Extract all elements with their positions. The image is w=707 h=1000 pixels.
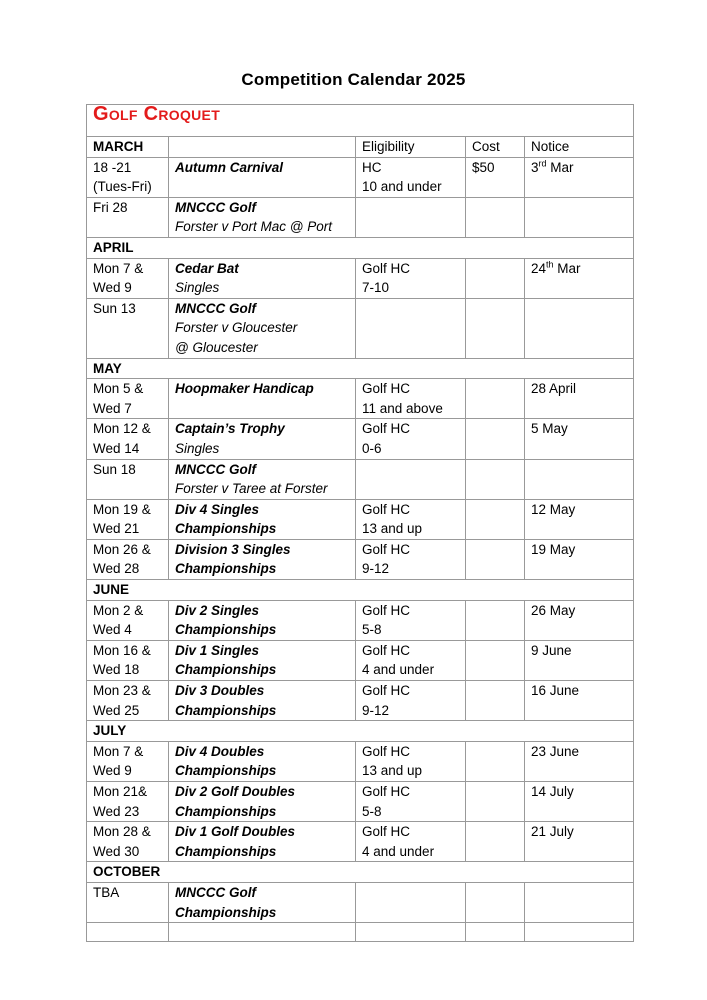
event-eligibility-line: Golf HC — [362, 501, 411, 517]
event-notice: 5 May — [525, 419, 634, 459]
notice-month: Mar — [546, 159, 574, 175]
event-name-line: Championships — [175, 521, 277, 537]
event-header — [169, 137, 356, 158]
event-name — [169, 741, 356, 781]
notice-header: Notice — [525, 137, 634, 158]
event-eligibility-line: 4 and under — [362, 843, 435, 859]
event-eligibility-line: HC — [362, 159, 382, 175]
event-notice: 21 July — [525, 822, 634, 862]
event-eligibility-line: Golf HC — [362, 824, 411, 840]
event-name-line: Division 3 Singles — [175, 541, 291, 557]
event-date-line: Mon 12 & — [93, 421, 151, 437]
event-date-line: Sun 18 — [93, 461, 136, 477]
event-eligibility-line: Golf HC — [362, 743, 411, 759]
event-name-line: Championships — [175, 702, 277, 718]
event-cost — [466, 782, 525, 822]
event-eligibility-line: Golf HC — [362, 421, 411, 437]
event-notice: 12 May — [525, 499, 634, 539]
eligibility-header: Eligibility — [356, 137, 466, 158]
event-cost — [466, 539, 525, 579]
event-name-line: Div 1 Singles — [175, 642, 260, 658]
event-name-line: Singles — [175, 440, 220, 456]
event-date — [87, 539, 169, 579]
event-date-line: Mon 5 & — [93, 381, 144, 397]
event-name — [169, 681, 356, 721]
event-row — [87, 640, 634, 680]
event-notice — [525, 459, 634, 499]
empty-cell — [356, 923, 466, 942]
event-row — [87, 741, 634, 781]
event-eligibility — [356, 539, 466, 579]
notice-month: Mar — [553, 260, 581, 276]
event-eligibility-line: 13 and up — [362, 763, 423, 779]
event-date-line: TBA — [93, 884, 120, 900]
event-date-line: Wed 4 — [93, 622, 132, 638]
event-eligibility-line: Golf HC — [362, 381, 411, 397]
event-name-line: Div 3 Doubles — [175, 683, 265, 699]
event-notice: 26 May — [525, 600, 634, 640]
section-title-cell — [87, 105, 634, 137]
event-date-line: Mon 26 & — [93, 541, 151, 557]
event-notice: 16 June — [525, 681, 634, 721]
event-date — [87, 419, 169, 459]
event-name-line: Div 4 Singles — [175, 501, 260, 517]
event-date — [87, 258, 169, 298]
page-title: Competition Calendar 2025 — [241, 70, 466, 89]
event-notice — [525, 882, 634, 922]
event-name-line: Div 4 Doubles — [175, 743, 265, 759]
event-name-line: Championships — [175, 763, 277, 779]
month-label: OCTOBER — [87, 862, 634, 883]
event-name-line: MNCCC Golf — [175, 461, 256, 477]
month-row — [87, 721, 634, 742]
event-name — [169, 640, 356, 680]
event-name — [169, 379, 356, 419]
event-date-line: Wed 14 — [93, 440, 140, 456]
event-date-line: Wed 9 — [93, 763, 132, 779]
notice-ordinal: rd — [538, 158, 547, 169]
event-eligibility — [356, 741, 466, 781]
event-name — [169, 298, 356, 358]
event-row — [87, 539, 634, 579]
event-row — [87, 419, 634, 459]
empty-cell — [169, 923, 356, 942]
event-date-line: Wed 28 — [93, 561, 140, 577]
event-name-line: Forster v Port Mac @ Port — [175, 219, 332, 235]
event-date — [87, 640, 169, 680]
event-cost — [466, 197, 525, 237]
event-date-line: Wed 30 — [93, 843, 140, 859]
event-name-line: Singles — [175, 280, 220, 296]
event-eligibility — [356, 681, 466, 721]
event-name — [169, 419, 356, 459]
notice-day: 3 — [531, 159, 539, 175]
event-date-line: Mon 21& — [93, 784, 148, 799]
event-cost — [466, 379, 525, 419]
event-eligibility-line: Golf HC — [362, 541, 411, 557]
event-name-line: Div 2 Singles — [175, 602, 260, 618]
event-date-line: Mon 28 & — [93, 824, 151, 840]
event-cost — [466, 640, 525, 680]
event-name-line: Autumn Carnival — [175, 159, 284, 175]
section-title: Golf Croquet — [93, 104, 221, 125]
event-date-line: Wed 9 — [93, 280, 132, 296]
event-name-line: Cedar Bat — [175, 260, 239, 276]
event-notice: 19 May — [525, 539, 634, 579]
event-notice — [525, 258, 634, 298]
event-row — [87, 681, 634, 721]
event-cost — [466, 298, 525, 358]
event-eligibility-line: 13 and up — [362, 521, 423, 537]
event-notice — [525, 197, 634, 237]
month-row — [87, 237, 634, 258]
event-date-line: Wed 21 — [93, 521, 140, 537]
event-date — [87, 782, 169, 822]
event-eligibility-line: 9-12 — [362, 702, 390, 718]
event-name — [169, 782, 356, 822]
section-header-row — [87, 105, 634, 137]
event-eligibility-line: Golf HC — [362, 602, 411, 618]
event-eligibility — [356, 157, 466, 197]
event-eligibility — [356, 600, 466, 640]
event-eligibility-line: Golf HC — [362, 683, 411, 699]
event-name — [169, 157, 356, 197]
event-eligibility-line: Golf HC — [362, 642, 411, 658]
event-eligibility — [356, 419, 466, 459]
blank-row — [87, 923, 634, 942]
event-date — [87, 157, 169, 197]
event-row — [87, 379, 634, 419]
month-label: APRIL — [87, 237, 634, 258]
event-row — [87, 258, 634, 298]
empty-cell — [87, 923, 169, 942]
event-date — [87, 822, 169, 862]
event-name — [169, 459, 356, 499]
event-date-line: (Tues-Fri) — [93, 179, 152, 195]
event-eligibility — [356, 258, 466, 298]
event-eligibility — [356, 822, 466, 862]
event-eligibility — [356, 459, 466, 499]
event-cost — [466, 600, 525, 640]
event-date — [87, 197, 169, 237]
column-header-row — [87, 137, 634, 158]
event-date — [87, 681, 169, 721]
event-notice: 23 June — [525, 741, 634, 781]
event-name — [169, 258, 356, 298]
event-name — [169, 822, 356, 862]
event-date-line: Wed 18 — [93, 662, 140, 678]
event-name-line: Championships — [175, 622, 277, 638]
event-name-line: Hoopmaker Handicap — [175, 381, 314, 397]
event-name-line: Captain’s Trophy — [175, 421, 285, 437]
event-eligibility — [356, 197, 466, 237]
event-cost — [466, 822, 525, 862]
event-notice: 28 April — [525, 379, 634, 419]
event-cost — [466, 499, 525, 539]
event-name — [169, 600, 356, 640]
event-cost — [466, 681, 525, 721]
event-date-line: Mon 23 & — [93, 683, 151, 699]
event-eligibility-line: Golf HC — [362, 260, 411, 276]
event-date — [87, 459, 169, 499]
event-eligibility-line: 10 and under — [362, 179, 442, 195]
event-eligibility-line: 5-8 — [362, 622, 382, 638]
month-row — [87, 358, 634, 379]
event-eligibility-line: 5-8 — [362, 803, 382, 819]
event-eligibility — [356, 499, 466, 539]
event-notice — [525, 157, 634, 197]
event-date-line: Sun 13 — [93, 300, 136, 316]
event-notice: 14 July — [525, 782, 634, 822]
event-eligibility-line: 4 and under — [362, 662, 435, 678]
month-row — [87, 862, 634, 883]
event-eligibility-line: 0-6 — [362, 440, 382, 456]
event-date-line: Wed 25 — [93, 702, 140, 718]
event-row — [87, 157, 634, 197]
event-name-line: Championships — [175, 662, 277, 678]
event-date-line: Mon 7 & — [93, 743, 144, 759]
event-name-line: Championships — [175, 843, 277, 859]
event-cost — [466, 419, 525, 459]
event-eligibility — [356, 782, 466, 822]
event-name — [169, 539, 356, 579]
event-date — [87, 379, 169, 419]
notice-ordinal: th — [546, 259, 554, 270]
event-row — [87, 600, 634, 640]
event-eligibility-line: 7-10 — [362, 280, 390, 296]
event-date — [87, 600, 169, 640]
event-date-line: Fri 28 — [93, 199, 128, 215]
event-name-line: MNCCC Golf — [175, 884, 256, 900]
event-cost — [466, 459, 525, 499]
event-cost — [466, 882, 525, 922]
event-row — [87, 882, 634, 922]
event-eligibility — [356, 882, 466, 922]
event-eligibility-line: Golf HC — [362, 784, 411, 799]
event-notice — [525, 298, 634, 358]
competition-calendar-table — [86, 104, 634, 942]
empty-cell — [466, 923, 525, 942]
event-cost: $50 — [466, 157, 525, 197]
event-date — [87, 882, 169, 922]
event-name-line: Div 2 Golf Doubles — [175, 784, 296, 799]
event-name — [169, 197, 356, 237]
event-name-line: MNCCC Golf — [175, 300, 256, 316]
event-eligibility — [356, 298, 466, 358]
event-name — [169, 499, 356, 539]
event-eligibility-line: 9-12 — [362, 561, 390, 577]
event-cost — [466, 258, 525, 298]
event-name-line: Championships — [175, 904, 277, 920]
event-name-line: Championships — [175, 803, 277, 819]
event-notice: 9 June — [525, 640, 634, 680]
event-name-line: Forster v Gloucester — [175, 320, 298, 336]
event-cost — [466, 741, 525, 781]
event-date-line: Wed 7 — [93, 400, 132, 416]
month-label: JULY — [87, 721, 634, 742]
event-name-line: Forster v Taree at Forster — [175, 481, 328, 497]
event-date — [87, 298, 169, 358]
event-date-line: Mon 16 & — [93, 642, 151, 658]
event-row — [87, 298, 634, 358]
event-date — [87, 741, 169, 781]
event-row — [87, 782, 634, 822]
month-row — [87, 580, 634, 601]
event-date-line: Mon 19 & — [93, 501, 151, 517]
event-date-line: Mon 7 & — [93, 260, 144, 276]
event-name-line: @ Gloucester — [175, 339, 258, 355]
event-name — [169, 882, 356, 922]
month-header: MARCH — [87, 137, 169, 158]
event-date — [87, 499, 169, 539]
empty-cell — [525, 923, 634, 942]
event-name-line: Championships — [175, 561, 277, 577]
event-name-line: Div 1 Golf Doubles — [175, 824, 296, 840]
event-eligibility-line: 11 and above — [362, 400, 443, 416]
month-label: JUNE — [87, 580, 634, 601]
event-name-line: MNCCC Golf — [175, 199, 256, 215]
event-row — [87, 197, 634, 237]
month-label: MAY — [87, 358, 634, 379]
event-date-line: Mon 2 & — [93, 602, 144, 618]
event-eligibility — [356, 640, 466, 680]
event-date-line: 18 -21 — [93, 159, 132, 175]
event-row — [87, 459, 634, 499]
event-eligibility — [356, 379, 466, 419]
event-date-line: Wed 23 — [93, 803, 140, 819]
cost-header: Cost — [466, 137, 525, 158]
notice-day: 24 — [531, 260, 547, 276]
event-row — [87, 499, 634, 539]
event-row — [87, 822, 634, 862]
